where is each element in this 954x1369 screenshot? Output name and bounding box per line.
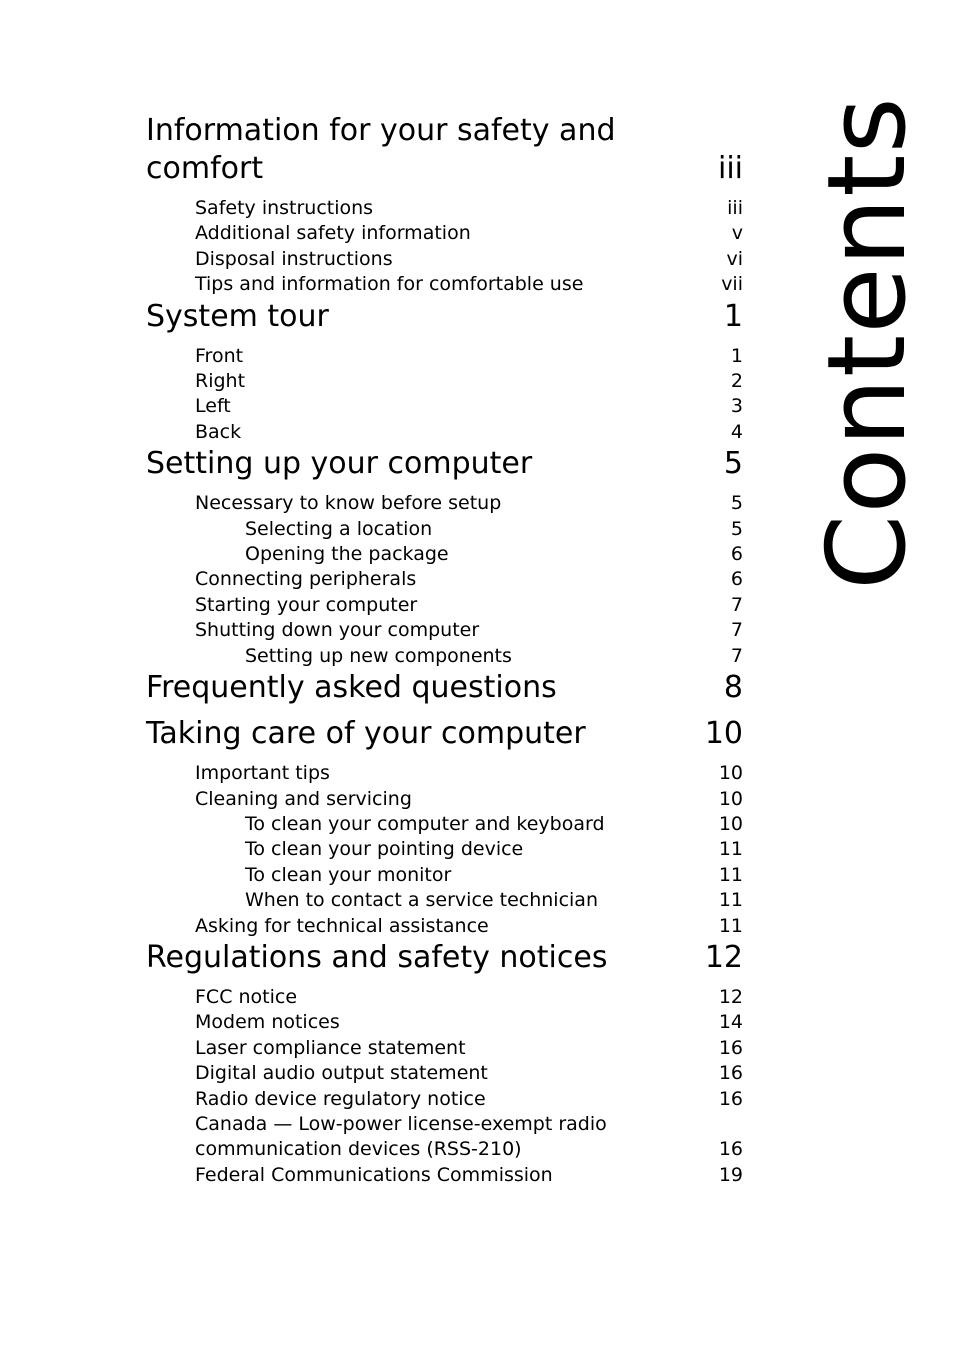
section-title: Information for your safety and comfort <box>146 113 616 186</box>
entry-page: v <box>731 222 743 245</box>
entry-page: 3 <box>730 395 743 418</box>
section-title: System tour <box>146 298 329 334</box>
entry-label: Right <box>195 370 246 393</box>
toc-entry[interactable] <box>146 221 743 246</box>
entry-page: 16 <box>718 1138 743 1161</box>
entry-label: Necessary to know before setup <box>195 492 502 515</box>
entry-page: 2 <box>730 370 743 393</box>
entry-label: Selecting a location <box>245 517 433 540</box>
toc-subentry[interactable] <box>146 517 743 542</box>
entry-label: Front <box>195 344 244 367</box>
section-title: Regulations and safety notices <box>146 939 608 975</box>
toc-entry[interactable] <box>146 272 743 297</box>
toc-subentry[interactable] <box>146 837 743 862</box>
entry-label: Cleaning and servicing <box>195 787 412 810</box>
entry-label: Digital audio output statement <box>195 1062 488 1085</box>
section-items <box>146 985 743 1188</box>
entry-page: 6 <box>730 568 743 591</box>
entry-page: vi <box>726 247 743 270</box>
entry-label: Left <box>195 395 231 418</box>
toc-entry[interactable] <box>146 1087 743 1112</box>
entry-label: Asking for technical assistance <box>195 914 489 937</box>
toc-entry[interactable] <box>146 1010 743 1035</box>
entry-label: To clean your computer and keyboard <box>245 812 605 835</box>
entry-page: 16 <box>718 1062 743 1085</box>
toc-subentry[interactable] <box>146 812 743 837</box>
entry-label: FCC notice <box>195 985 298 1008</box>
entry-label: Additional safety information <box>195 222 471 245</box>
toc-section-heading[interactable] <box>146 939 743 977</box>
toc-section-heading[interactable] <box>146 112 743 188</box>
entry-page: 11 <box>718 914 743 937</box>
section-page: 12 <box>704 939 743 975</box>
toc-entry[interactable] <box>146 1036 743 1061</box>
entry-label: Starting your computer <box>195 593 418 616</box>
toc-section-heading[interactable] <box>146 298 743 336</box>
entry-label: Modem notices <box>195 1011 340 1034</box>
section-title: Setting up your computer <box>146 446 533 482</box>
toc-entry[interactable] <box>146 985 743 1010</box>
entry-label: Important tips <box>195 762 330 785</box>
section-page: 10 <box>704 716 743 752</box>
entry-page: 11 <box>718 838 743 861</box>
entry-page: 7 <box>730 619 743 642</box>
toc-entry[interactable] <box>146 914 743 939</box>
entry-label: Back <box>195 420 242 443</box>
entry-page: 12 <box>718 985 743 1008</box>
toc-entry[interactable] <box>146 567 743 592</box>
entry-page: 10 <box>718 812 743 835</box>
entry-page: iii <box>727 197 743 219</box>
entry-page: 10 <box>718 787 743 810</box>
toc-subentry[interactable] <box>146 644 743 669</box>
toc-entry[interactable] <box>146 369 743 394</box>
entry-page: 16 <box>718 1087 743 1110</box>
toc-section-heading[interactable] <box>146 715 743 753</box>
toc-entry[interactable] <box>146 593 743 618</box>
section-spacer <box>146 707 743 715</box>
section-items <box>146 196 743 298</box>
entry-page: 7 <box>730 593 743 616</box>
entry-page: 19 <box>718 1163 743 1186</box>
table-of-contents <box>146 112 743 1188</box>
entry-label: Canada — Low-power license-exempt radio communication devices (RSS-210) <box>195 1112 607 1161</box>
toc-entry[interactable] <box>146 1163 743 1188</box>
entry-label: Safety instructions <box>195 197 374 219</box>
toc-section-heading[interactable] <box>146 669 743 707</box>
entry-label: Federal Communications Commission <box>195 1163 553 1186</box>
entry-page: 16 <box>718 1036 743 1059</box>
toc-entry[interactable] <box>146 196 743 221</box>
section-page: 5 <box>723 446 743 482</box>
toc-entry[interactable] <box>146 247 743 272</box>
section-title: Taking care of your computer <box>146 716 586 752</box>
entry-label: To clean your pointing device <box>245 838 524 861</box>
toc-entry[interactable] <box>146 420 743 445</box>
toc-subentry[interactable] <box>146 888 743 913</box>
entry-page: 11 <box>718 863 743 886</box>
toc-entry[interactable] <box>146 1061 743 1086</box>
toc-subentry[interactable] <box>146 542 743 567</box>
entry-label: To clean your monitor <box>245 863 452 886</box>
entry-page: 11 <box>718 889 743 912</box>
entry-page: 14 <box>718 1011 743 1034</box>
entry-page: 4 <box>730 420 743 443</box>
toc-section-heading[interactable] <box>146 445 743 483</box>
toc-entry[interactable] <box>146 618 743 643</box>
entry-label: Tips and information for comfortable use <box>195 273 584 296</box>
entry-page: vii <box>721 273 743 296</box>
entry-label: Laser compliance statement <box>195 1036 466 1059</box>
toc-entry[interactable] <box>146 787 743 812</box>
section-page: 8 <box>723 670 743 706</box>
entry-page: 5 <box>730 517 743 540</box>
entry-label: When to contact a service technician <box>245 889 598 912</box>
entry-label: Connecting peripherals <box>195 568 417 591</box>
toc-entry[interactable] <box>146 1112 743 1163</box>
section-page: iii <box>717 151 743 186</box>
section-items <box>146 344 743 446</box>
entry-page: 10 <box>718 762 743 785</box>
contents-side-title-text: Contents <box>805 96 930 590</box>
entry-label: Shutting down your computer <box>195 619 480 642</box>
toc-entry[interactable] <box>146 491 743 516</box>
section-page: 1 <box>723 298 743 334</box>
toc-entry[interactable] <box>146 761 743 786</box>
entry-label: Opening the package <box>245 543 449 566</box>
section-items <box>146 761 743 939</box>
toc-subentry[interactable] <box>146 863 743 888</box>
entry-page: 1 <box>730 344 743 367</box>
entry-page: 6 <box>730 543 743 566</box>
entry-page: 5 <box>730 492 743 515</box>
entry-label: Setting up new components <box>245 644 512 667</box>
section-title: Frequently asked questions <box>146 670 557 706</box>
entry-label: Radio device regulatory notice <box>195 1087 486 1110</box>
entry-page: 7 <box>730 644 743 667</box>
toc-entry[interactable] <box>146 394 743 419</box>
section-items <box>146 491 743 669</box>
toc-entry[interactable] <box>146 344 743 369</box>
contents-side-title <box>805 96 940 590</box>
entry-label: Disposal instructions <box>195 247 393 270</box>
